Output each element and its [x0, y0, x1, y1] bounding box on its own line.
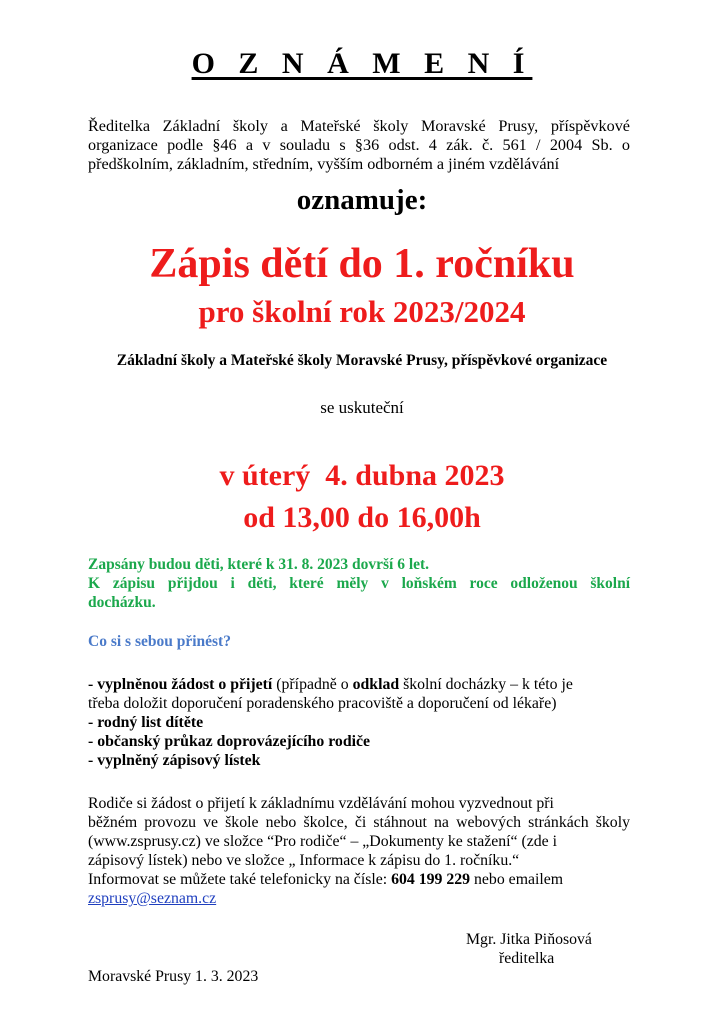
- signature-block: [466, 930, 636, 968]
- eligibility-line: K zápisu přijdou i děti, které měly v loňském roce odloženou školní: [88, 575, 630, 592]
- info-line: [88, 870, 630, 889]
- info-line: (www.zsprusy.cz) ve složce “Pro rodiče“ – „Dokumenty ke stažení“ (zde i: [88, 833, 558, 850]
- list-item: [88, 675, 630, 694]
- enrollment-title: Zápis dětí do 1. ročníku: [149, 241, 575, 287]
- eligibility-line: Zapsány budou děti, které k 31. 8. 2023 dovrší 6 let.: [88, 556, 430, 573]
- intro-line: předškolním, základním, středním, vyšším odborném a jiném vzdělávání: [88, 155, 560, 173]
- phone-number: 604 199 229: [391, 871, 471, 888]
- place-date: Moravské Prusy 1. 3. 2023: [88, 968, 259, 985]
- list-item-text: školní docházky – k této je: [399, 676, 573, 693]
- takes-place-text: se uskuteční: [320, 398, 404, 417]
- list-item-continuation: třeba doložit doporučení poradenského pracoviště a doporučení od lékaře): [88, 695, 557, 712]
- eligibility-note: [88, 555, 630, 612]
- bring-list: [88, 675, 630, 770]
- email-link[interactable]: zsprusy@seznam.cz: [88, 890, 217, 907]
- signatory-name: Mgr. Jitka Piňosová: [466, 931, 592, 948]
- page-title: O Z N Á M E N Í: [191, 47, 533, 80]
- event-time: od 13,00 do 16,00h: [243, 501, 481, 534]
- info-line: Rodiče si žádost o přijetí k základnímu vzdělávání mohou vyzvednout při: [88, 795, 554, 812]
- list-item-bold: odklad: [352, 676, 400, 693]
- intro-line: organizace podle §46 a v souladu s §36 odst. 4 zák. č. 561 / 2004 Sb. o: [88, 136, 630, 154]
- list-item-bold: - rodný list dítěte: [88, 714, 204, 731]
- list-item-bold: - vyplněnou žádost o přijetí: [88, 676, 273, 693]
- list-item: [88, 732, 630, 751]
- info-line: [88, 889, 630, 908]
- intro-paragraph: [88, 117, 630, 174]
- announces-heading: oznamuje:: [296, 184, 428, 216]
- list-item-bold: - občanský průkaz doprovázejícího rodiče: [88, 733, 371, 750]
- info-text: nebo emailem: [470, 871, 564, 888]
- school-year: pro školní rok 2023/2024: [198, 294, 526, 329]
- list-item-text: (případně o: [272, 676, 353, 693]
- event-date: v úterý 4. dubna 2023: [219, 459, 505, 492]
- list-item: [88, 713, 630, 732]
- intro-line: Ředitelka Základní školy a Mateřské školy Moravské Prusy, příspěvkové: [88, 117, 630, 135]
- list-item: [88, 751, 630, 770]
- eligibility-line: docházku.: [88, 594, 156, 611]
- info-text: Informovat se můžete také telefonicky na čísle:: [88, 871, 392, 888]
- list-item-bold: - vyplněný zápisový lístek: [88, 752, 261, 769]
- school-name: Základní školy a Mateřské školy Moravské Prusy, příspěvkové organizace: [116, 352, 608, 369]
- bring-heading: Co si s sebou přinést?: [88, 633, 231, 650]
- info-line: běžném provozu ve škole nebo školce, či stáhnout na webových stránkách školy: [88, 814, 630, 831]
- info-line: zápisový lístek) nebo ve složce „ Informace k zápisu do 1. ročníku.“: [88, 852, 520, 869]
- signatory-role: ředitelka: [499, 950, 555, 967]
- info-paragraph: [88, 794, 630, 908]
